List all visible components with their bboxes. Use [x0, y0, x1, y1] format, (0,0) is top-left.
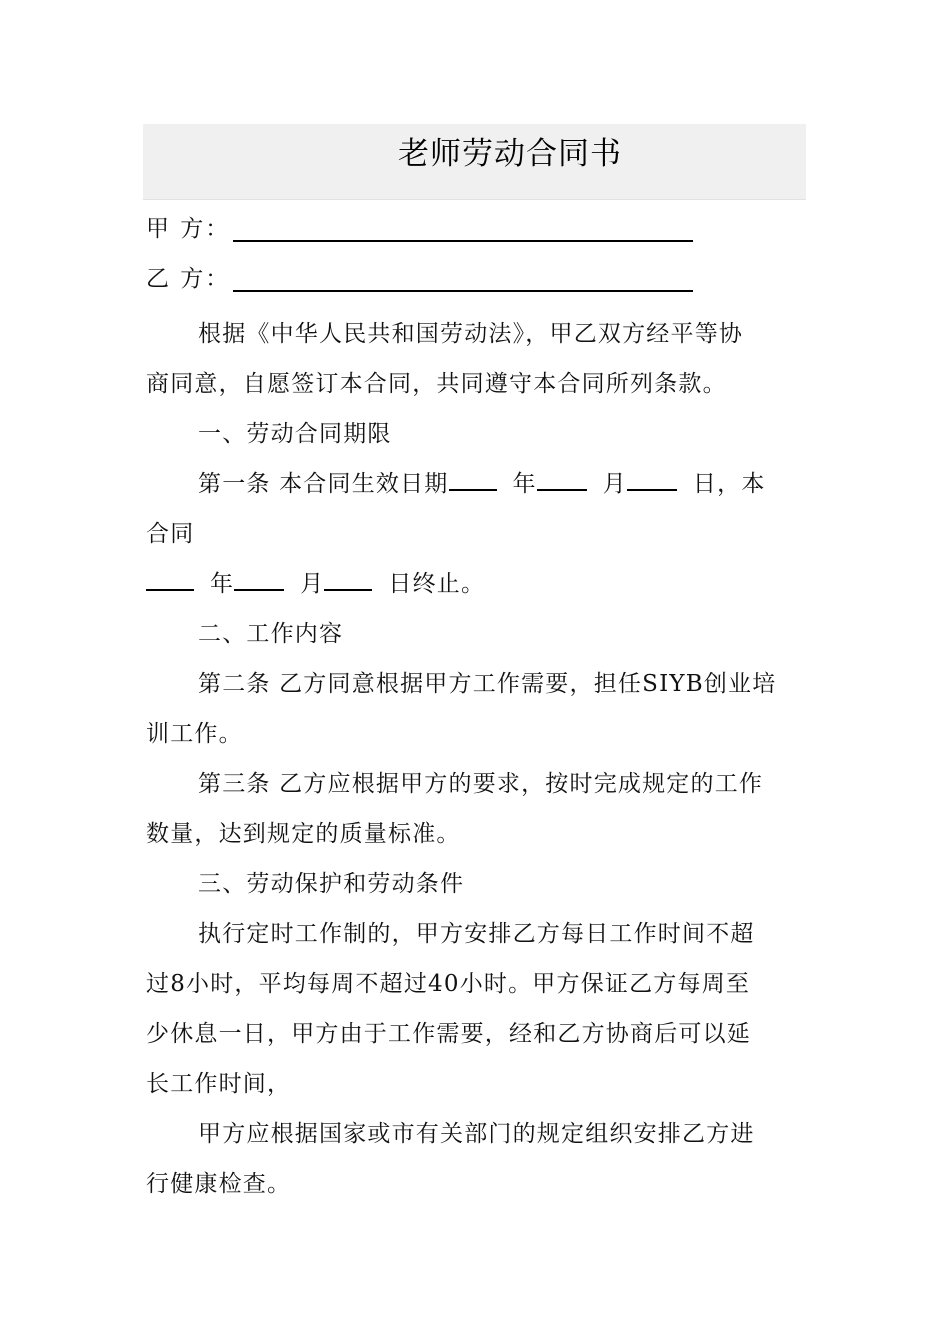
paragraph-4-line-4: 长工作时间， [146, 1071, 292, 1097]
paragraph-5-line-1: 甲方应根据国家或市有关部门的规定组织安排乙方进 [198, 1121, 755, 1147]
section-heading-2: 二、工作内容 [198, 621, 344, 647]
article-3-line-1: 第三条 乙方应根据甲方的要求，按时完成规定的工作 [198, 771, 764, 797]
start-year-label: 年 [512, 471, 537, 497]
start-day-blank [627, 469, 677, 491]
start-day-label: 日，本 [692, 471, 766, 497]
party-b-line [146, 260, 230, 293]
section-heading-1: 一、劳动合同期限 [198, 421, 392, 447]
start-month-label: 月 [602, 471, 627, 497]
intro-line-1: 根据《中华人民共和国劳动法》，甲乙双方经平等协 [198, 321, 744, 347]
party-b-blank [233, 290, 693, 292]
end-day-label: 日终止。 [388, 571, 486, 597]
party-a-line [146, 210, 230, 243]
paragraph-5-line-2: 行健康检查。 [146, 1171, 292, 1197]
article-2-line-2: 训工作。 [146, 721, 243, 747]
paragraph-4-line-1: 执行定时工作制的，甲方安排乙方每日工作时间不超 [198, 921, 755, 947]
article-1-line-1 [146, 459, 806, 509]
party-a-label: 甲 方： [146, 216, 231, 242]
start-month-blank [537, 469, 587, 491]
article-2-line-1: 第二条 乙方同意根据甲方工作需要，担任SIYB创业培 [198, 671, 777, 697]
document-title: 老师劳动合同书 [398, 136, 622, 172]
paragraph-4-line-2: 过8小时，平均每周不超过40小时。甲方保证乙方每周至 [146, 971, 751, 997]
section-heading-3: 三、劳动保护和劳动条件 [198, 871, 465, 897]
party-b-label: 乙 方： [146, 266, 231, 292]
paragraph-4-line-3: 少休息一日，甲方由于工作需要，经和乙方协商后可以延 [146, 1021, 751, 1047]
contract-body [146, 309, 806, 1209]
end-year-label: 年 [210, 571, 235, 597]
end-month-blank [234, 569, 284, 591]
article-3-line-2: 数量，达到规定的质量标准。 [146, 821, 461, 847]
end-month-label: 月 [300, 571, 325, 597]
intro-line-2: 商同意，自愿签订本合同，共同遵守本合同所列条款。 [146, 371, 727, 397]
end-year-blank [146, 569, 194, 591]
end-day-blank [324, 569, 372, 591]
article-1-line-3 [146, 559, 806, 609]
party-a-blank [233, 240, 693, 242]
article-1-start: 第一条 本合同生效日期 [198, 471, 449, 497]
start-year-blank [449, 469, 497, 491]
article-1-line-2: 合同 [146, 521, 195, 547]
